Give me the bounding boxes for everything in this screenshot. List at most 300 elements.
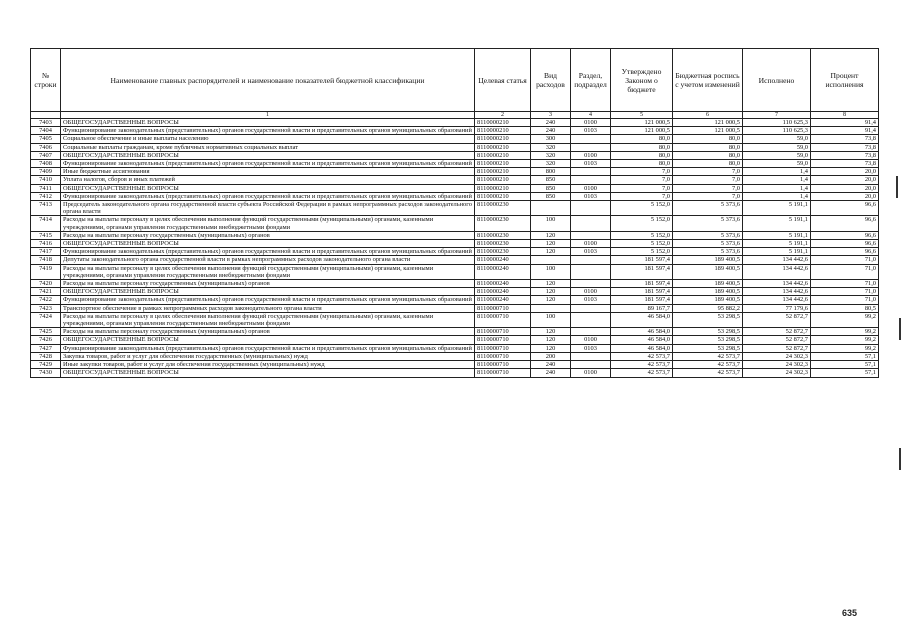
cell-approved: 46 584,0 bbox=[611, 336, 673, 344]
cell-exp-type: 120 bbox=[531, 336, 571, 344]
cell-executed: 1,4 bbox=[743, 176, 811, 184]
cell-target: 8110000230 bbox=[475, 201, 531, 216]
cell-name: Транспортное обеспечение в рамках непрограммных расходов законодательного органа власти bbox=[61, 304, 475, 312]
cell-section bbox=[571, 361, 611, 369]
table-row bbox=[31, 361, 879, 369]
cell-target: 8110000710 bbox=[475, 344, 531, 352]
cell-name: Председатель законодательного органа государственной власти субъекта Российской Федерации в рамках непрограммных расходов законодательного органа власти bbox=[61, 201, 475, 216]
table-row bbox=[31, 160, 879, 168]
cell-name: Депутаты законодательного органа государственной власти в рамках непрограммных расходов законодательного органа власти bbox=[61, 256, 475, 264]
cell-name: ОБЩЕГОСУДАРСТВЕННЫЕ ВОПРОСЫ bbox=[61, 288, 475, 296]
cell-schedule: 5 373,6 bbox=[673, 216, 743, 231]
cell-exp-type: 100 bbox=[531, 312, 571, 327]
cell-row-no: 7428 bbox=[31, 352, 61, 360]
cell-approved: 181 597,4 bbox=[611, 264, 673, 279]
cell-target: 8110000210 bbox=[475, 176, 531, 184]
header-schedule: Бюджетная роспись с учетом изменений bbox=[673, 49, 743, 112]
cell-exp-type: 120 bbox=[531, 288, 571, 296]
cell-exp-type: 320 bbox=[531, 143, 571, 151]
table-row bbox=[31, 135, 879, 143]
cell-exp-type bbox=[531, 256, 571, 264]
cell-row-no: 7407 bbox=[31, 151, 61, 159]
cell-executed: 5 191,1 bbox=[743, 201, 811, 216]
table-row bbox=[31, 143, 879, 151]
cell-target: 8110000210 bbox=[475, 143, 531, 151]
cell-schedule: 189 400,5 bbox=[673, 264, 743, 279]
cell-executed: 110 625,3 bbox=[743, 119, 811, 127]
cell-exp-type: 120 bbox=[531, 344, 571, 352]
cell-target: 8110000710 bbox=[475, 336, 531, 344]
cell-section bbox=[571, 264, 611, 279]
cell-section bbox=[571, 280, 611, 288]
cell-approved: 46 584,0 bbox=[611, 328, 673, 336]
cell-name: Расходы на выплаты персоналу государственных (муниципальных) органов bbox=[61, 231, 475, 239]
cell-percent: 80,5 bbox=[811, 304, 879, 312]
cell-section: 0103 bbox=[571, 127, 611, 135]
cell-section bbox=[571, 256, 611, 264]
table-row bbox=[31, 184, 879, 192]
cell-schedule: 5 373,6 bbox=[673, 248, 743, 256]
cell-approved: 7,0 bbox=[611, 168, 673, 176]
cell-target: 8110000710 bbox=[475, 304, 531, 312]
cell-section: 0100 bbox=[571, 336, 611, 344]
cell-executed: 5 191,1 bbox=[743, 248, 811, 256]
header-approved: Утверждено Законом о бюджете bbox=[611, 49, 673, 112]
cell-schedule: 53 298,5 bbox=[673, 312, 743, 327]
cell-approved: 80,0 bbox=[611, 143, 673, 151]
cell-schedule: 121 000,5 bbox=[673, 119, 743, 127]
column-number-blank bbox=[31, 112, 61, 119]
cell-approved: 121 000,5 bbox=[611, 127, 673, 135]
cell-schedule: 7,0 bbox=[673, 192, 743, 200]
cell-target: 8110000210 bbox=[475, 127, 531, 135]
table-body bbox=[31, 119, 879, 378]
cell-percent: 73,8 bbox=[811, 151, 879, 159]
table-row bbox=[31, 248, 879, 256]
cell-executed: 134 442,6 bbox=[743, 264, 811, 279]
cell-percent: 73,8 bbox=[811, 160, 879, 168]
cell-percent: 99,2 bbox=[811, 344, 879, 352]
table-row bbox=[31, 151, 879, 159]
cell-approved: 42 573,7 bbox=[611, 352, 673, 360]
cell-row-no: 7429 bbox=[31, 361, 61, 369]
cell-target: 8110000210 bbox=[475, 192, 531, 200]
cell-row-no: 7414 bbox=[31, 216, 61, 231]
cell-section bbox=[571, 328, 611, 336]
cell-executed: 134 442,6 bbox=[743, 280, 811, 288]
cell-exp-type: 320 bbox=[531, 151, 571, 159]
cell-percent: 71,0 bbox=[811, 288, 879, 296]
cell-row-no: 7410 bbox=[31, 176, 61, 184]
cell-executed: 24 302,3 bbox=[743, 352, 811, 360]
cell-section bbox=[571, 168, 611, 176]
column-number: 1 bbox=[61, 112, 475, 119]
header-row bbox=[31, 49, 879, 112]
header-exp-type: Вид расходов bbox=[531, 49, 571, 112]
cell-section: 0100 bbox=[571, 184, 611, 192]
cell-section bbox=[571, 231, 611, 239]
cell-row-no: 7413 bbox=[31, 201, 61, 216]
cell-row-no: 7404 bbox=[31, 127, 61, 135]
column-number: 4 bbox=[571, 112, 611, 119]
cell-schedule: 80,0 bbox=[673, 151, 743, 159]
cell-target: 8110000240 bbox=[475, 264, 531, 279]
cell-exp-type: 240 bbox=[531, 119, 571, 127]
cell-approved: 80,0 bbox=[611, 135, 673, 143]
cell-target: 8110000710 bbox=[475, 312, 531, 327]
cell-percent: 71,0 bbox=[811, 280, 879, 288]
column-number: 7 bbox=[743, 112, 811, 119]
cell-target: 8110000240 bbox=[475, 256, 531, 264]
cell-approved: 89 167,7 bbox=[611, 304, 673, 312]
cell-executed: 77 179,6 bbox=[743, 304, 811, 312]
cell-schedule: 7,0 bbox=[673, 184, 743, 192]
cell-target: 8110000240 bbox=[475, 288, 531, 296]
cell-row-no: 7423 bbox=[31, 304, 61, 312]
cell-exp-type: 120 bbox=[531, 280, 571, 288]
cell-percent: 20,0 bbox=[811, 176, 879, 184]
cell-executed: 59,0 bbox=[743, 143, 811, 151]
cell-exp-type: 120 bbox=[531, 248, 571, 256]
cell-exp-type: 120 bbox=[531, 240, 571, 248]
cell-section bbox=[571, 312, 611, 327]
table-row bbox=[31, 336, 879, 344]
cell-name: ОБЩЕГОСУДАРСТВЕННЫЕ ВОПРОСЫ bbox=[61, 336, 475, 344]
cell-approved: 181 597,4 bbox=[611, 256, 673, 264]
cell-section: 0103 bbox=[571, 344, 611, 352]
cell-approved: 181 597,4 bbox=[611, 280, 673, 288]
cell-percent: 20,0 bbox=[811, 192, 879, 200]
cell-schedule: 5 373,6 bbox=[673, 231, 743, 239]
cell-exp-type: 240 bbox=[531, 369, 571, 377]
cell-schedule: 53 298,5 bbox=[673, 344, 743, 352]
cell-row-no: 7420 bbox=[31, 280, 61, 288]
column-number: 8 bbox=[811, 112, 879, 119]
cell-schedule: 5 373,6 bbox=[673, 240, 743, 248]
cell-name: Социальное обеспечение и иные выплаты населению bbox=[61, 135, 475, 143]
cell-executed: 52 872,7 bbox=[743, 344, 811, 352]
cell-target: 8110000210 bbox=[475, 135, 531, 143]
cell-row-no: 7405 bbox=[31, 135, 61, 143]
cell-executed: 1,4 bbox=[743, 168, 811, 176]
cell-approved: 7,0 bbox=[611, 184, 673, 192]
cell-approved: 7,0 bbox=[611, 176, 673, 184]
cell-approved: 80,0 bbox=[611, 151, 673, 159]
cell-section bbox=[571, 176, 611, 184]
cell-schedule: 189 400,5 bbox=[673, 256, 743, 264]
cell-section: 0100 bbox=[571, 288, 611, 296]
cell-approved: 181 597,4 bbox=[611, 288, 673, 296]
cell-exp-type: 240 bbox=[531, 127, 571, 135]
table-row bbox=[31, 352, 879, 360]
cell-schedule: 80,0 bbox=[673, 135, 743, 143]
cell-row-no: 7417 bbox=[31, 248, 61, 256]
cell-executed: 52 872,7 bbox=[743, 328, 811, 336]
cell-executed: 59,0 bbox=[743, 160, 811, 168]
cell-row-no: 7403 bbox=[31, 119, 61, 127]
cell-exp-type bbox=[531, 304, 571, 312]
cell-exp-type: 850 bbox=[531, 184, 571, 192]
cell-executed: 52 872,7 bbox=[743, 312, 811, 327]
cell-percent: 57,1 bbox=[811, 369, 879, 377]
cell-percent: 73,8 bbox=[811, 143, 879, 151]
cell-executed: 24 302,3 bbox=[743, 369, 811, 377]
cell-name: Функционирование законодательных (представительных) органов государственной власти и представительных органов муниципальных образований bbox=[61, 192, 475, 200]
scan-artifact bbox=[899, 448, 901, 470]
cell-row-no: 7427 bbox=[31, 344, 61, 352]
cell-percent: 71,0 bbox=[811, 264, 879, 279]
cell-section: 0100 bbox=[571, 240, 611, 248]
cell-approved: 5 152,0 bbox=[611, 201, 673, 216]
cell-exp-type: 800 bbox=[531, 168, 571, 176]
cell-name: ОБЩЕГОСУДАРСТВЕННЫЕ ВОПРОСЫ bbox=[61, 119, 475, 127]
cell-executed: 134 442,6 bbox=[743, 288, 811, 296]
cell-section: 0100 bbox=[571, 151, 611, 159]
cell-target: 8110000210 bbox=[475, 151, 531, 159]
column-number: 5 bbox=[611, 112, 673, 119]
cell-exp-type: 850 bbox=[531, 176, 571, 184]
cell-name: Расходы на выплаты персоналу в целях обеспечения выполнения функций государственными (муниципальными) органами, казенными учреждениями, органами управления государственными внебюджетными фондами bbox=[61, 312, 475, 327]
cell-executed: 59,0 bbox=[743, 135, 811, 143]
cell-percent: 96,6 bbox=[811, 231, 879, 239]
cell-schedule: 53 298,5 bbox=[673, 328, 743, 336]
cell-row-no: 7406 bbox=[31, 143, 61, 151]
cell-percent: 91,4 bbox=[811, 119, 879, 127]
document-page bbox=[30, 48, 878, 378]
cell-row-no: 7419 bbox=[31, 264, 61, 279]
cell-percent: 71,0 bbox=[811, 256, 879, 264]
column-number-row bbox=[31, 112, 879, 119]
cell-section bbox=[571, 216, 611, 231]
cell-percent: 20,0 bbox=[811, 184, 879, 192]
cell-percent: 57,1 bbox=[811, 352, 879, 360]
cell-target: 8110000240 bbox=[475, 280, 531, 288]
cell-name: Функционирование законодательных (представительных) органов государственной власти и представительных органов муниципальных образований bbox=[61, 248, 475, 256]
cell-percent: 99,2 bbox=[811, 328, 879, 336]
cell-row-no: 7411 bbox=[31, 184, 61, 192]
cell-executed: 110 625,3 bbox=[743, 127, 811, 135]
cell-percent: 57,1 bbox=[811, 361, 879, 369]
table-row bbox=[31, 288, 879, 296]
cell-target: 8110000230 bbox=[475, 231, 531, 239]
table-row bbox=[31, 264, 879, 279]
cell-percent: 96,6 bbox=[811, 201, 879, 216]
cell-exp-type: 850 bbox=[531, 192, 571, 200]
cell-executed: 5 191,1 bbox=[743, 231, 811, 239]
cell-schedule: 80,0 bbox=[673, 160, 743, 168]
cell-section bbox=[571, 135, 611, 143]
header-executed: Исполнено bbox=[743, 49, 811, 112]
cell-exp-type: 120 bbox=[531, 328, 571, 336]
cell-percent: 96,6 bbox=[811, 216, 879, 231]
cell-executed: 1,4 bbox=[743, 192, 811, 200]
cell-percent: 99,2 bbox=[811, 336, 879, 344]
cell-percent: 96,6 bbox=[811, 240, 879, 248]
cell-approved: 181 597,4 bbox=[611, 296, 673, 304]
cell-row-no: 7421 bbox=[31, 288, 61, 296]
table-row bbox=[31, 168, 879, 176]
cell-name: Расходы на выплаты персоналу в целях обеспечения выполнения функций государственными (муниципальными) органами, казенными учреждениями, органами управления государственными внебюджетными фондами bbox=[61, 264, 475, 279]
cell-target: 8110000710 bbox=[475, 369, 531, 377]
cell-schedule: 80,0 bbox=[673, 143, 743, 151]
budget-execution-table bbox=[30, 48, 879, 378]
cell-percent: 73,8 bbox=[811, 135, 879, 143]
cell-target: 8110000210 bbox=[475, 160, 531, 168]
cell-target: 8110000710 bbox=[475, 361, 531, 369]
table-row bbox=[31, 119, 879, 127]
cell-name: Расходы на выплаты персоналу государственных (муниципальных) органов bbox=[61, 280, 475, 288]
cell-schedule: 95 882,2 bbox=[673, 304, 743, 312]
cell-row-no: 7416 bbox=[31, 240, 61, 248]
cell-row-no: 7418 bbox=[31, 256, 61, 264]
cell-schedule: 5 373,6 bbox=[673, 201, 743, 216]
cell-target: 8110000210 bbox=[475, 184, 531, 192]
cell-schedule: 42 573,7 bbox=[673, 352, 743, 360]
cell-schedule: 7,0 bbox=[673, 176, 743, 184]
cell-percent: 96,6 bbox=[811, 248, 879, 256]
cell-percent: 20,0 bbox=[811, 168, 879, 176]
cell-executed: 24 302,3 bbox=[743, 361, 811, 369]
cell-executed: 5 191,1 bbox=[743, 216, 811, 231]
cell-name: ОБЩЕГОСУДАРСТВЕННЫЕ ВОПРОСЫ bbox=[61, 240, 475, 248]
cell-row-no: 7408 bbox=[31, 160, 61, 168]
cell-name: Функционирование законодательных (представительных) органов государственной власти и представительных органов муниципальных образований bbox=[61, 344, 475, 352]
cell-row-no: 7415 bbox=[31, 231, 61, 239]
table-row bbox=[31, 296, 879, 304]
cell-name: Социальные выплаты гражданам, кроме публичных нормативных социальных выплат bbox=[61, 143, 475, 151]
cell-schedule: 53 298,5 bbox=[673, 336, 743, 344]
table-row bbox=[31, 304, 879, 312]
cell-executed: 1,4 bbox=[743, 184, 811, 192]
cell-percent: 99,2 bbox=[811, 312, 879, 327]
cell-executed: 134 442,6 bbox=[743, 296, 811, 304]
table-row bbox=[31, 216, 879, 231]
cell-section: 0103 bbox=[571, 296, 611, 304]
header-percent: Процент исполнения bbox=[811, 49, 879, 112]
cell-approved: 80,0 bbox=[611, 160, 673, 168]
cell-executed: 59,0 bbox=[743, 151, 811, 159]
cell-schedule: 189 400,5 bbox=[673, 288, 743, 296]
cell-exp-type: 300 bbox=[531, 135, 571, 143]
cell-approved: 46 584,0 bbox=[611, 344, 673, 352]
cell-percent: 91,4 bbox=[811, 127, 879, 135]
cell-row-no: 7422 bbox=[31, 296, 61, 304]
cell-target: 8110000230 bbox=[475, 216, 531, 231]
table-row bbox=[31, 201, 879, 216]
cell-approved: 46 584,0 bbox=[611, 312, 673, 327]
cell-name: ОБЩЕГОСУДАРСТВЕННЫЕ ВОПРОСЫ bbox=[61, 184, 475, 192]
cell-exp-type: 320 bbox=[531, 160, 571, 168]
cell-row-no: 7425 bbox=[31, 328, 61, 336]
cell-exp-type: 240 bbox=[531, 361, 571, 369]
table-row bbox=[31, 231, 879, 239]
cell-approved: 5 152,0 bbox=[611, 248, 673, 256]
cell-percent: 71,0 bbox=[811, 296, 879, 304]
column-number: 2 bbox=[475, 112, 531, 119]
cell-exp-type bbox=[531, 201, 571, 216]
header-target: Целевая статья bbox=[475, 49, 531, 112]
cell-executed: 5 191,1 bbox=[743, 240, 811, 248]
cell-exp-type: 100 bbox=[531, 216, 571, 231]
cell-exp-type: 120 bbox=[531, 296, 571, 304]
cell-name: Функционирование законодательных (представительных) органов государственной власти и представительных органов муниципальных образований bbox=[61, 296, 475, 304]
cell-row-no: 7409 bbox=[31, 168, 61, 176]
cell-approved: 5 152,0 bbox=[611, 216, 673, 231]
cell-name: Уплата налогов, сборов и иных платежей bbox=[61, 176, 475, 184]
table-row bbox=[31, 240, 879, 248]
cell-target: 8110000230 bbox=[475, 248, 531, 256]
cell-row-no: 7426 bbox=[31, 336, 61, 344]
cell-schedule: 189 400,5 bbox=[673, 280, 743, 288]
cell-name: ОБЩЕГОСУДАРСТВЕННЫЕ ВОПРОСЫ bbox=[61, 151, 475, 159]
scan-artifact bbox=[896, 176, 898, 198]
cell-schedule: 121 000,5 bbox=[673, 127, 743, 135]
cell-name: Расходы на выплаты персоналу в целях обеспечения выполнения функций государственными (муниципальными) органами, казенными учреждениями, органами управления государственными внебюджетными фондами bbox=[61, 216, 475, 231]
cell-approved: 7,0 bbox=[611, 192, 673, 200]
cell-exp-type: 100 bbox=[531, 264, 571, 279]
table-row bbox=[31, 176, 879, 184]
cell-executed: 134 442,6 bbox=[743, 256, 811, 264]
cell-exp-type: 200 bbox=[531, 352, 571, 360]
cell-schedule: 42 573,7 bbox=[673, 361, 743, 369]
cell-section: 0103 bbox=[571, 192, 611, 200]
cell-target: 8110000210 bbox=[475, 119, 531, 127]
cell-name: Функционирование законодательных (представительных) органов государственной власти и представительных органов муниципальных образований bbox=[61, 160, 475, 168]
column-number: 6 bbox=[673, 112, 743, 119]
cell-name: Расходы на выплаты персоналу государственных (муниципальных) органов bbox=[61, 328, 475, 336]
cell-target: 8110000710 bbox=[475, 352, 531, 360]
cell-section: 0103 bbox=[571, 160, 611, 168]
cell-approved: 121 000,5 bbox=[611, 119, 673, 127]
cell-section: 0100 bbox=[571, 119, 611, 127]
cell-executed: 52 872,7 bbox=[743, 336, 811, 344]
cell-target: 8110000710 bbox=[475, 328, 531, 336]
header-row-no: № строки bbox=[31, 49, 61, 112]
table-row bbox=[31, 312, 879, 327]
table-row bbox=[31, 256, 879, 264]
scan-artifact bbox=[899, 318, 901, 340]
cell-target: 8110000240 bbox=[475, 296, 531, 304]
cell-approved: 5 152,0 bbox=[611, 231, 673, 239]
cell-exp-type: 120 bbox=[531, 231, 571, 239]
cell-row-no: 7430 bbox=[31, 369, 61, 377]
cell-schedule: 7,0 bbox=[673, 168, 743, 176]
table-row bbox=[31, 328, 879, 336]
cell-name: Функционирование законодательных (представительных) органов государственной власти и представительных органов муниципальных образований bbox=[61, 127, 475, 135]
cell-approved: 42 573,7 bbox=[611, 361, 673, 369]
cell-section bbox=[571, 201, 611, 216]
table-row bbox=[31, 127, 879, 135]
table-row bbox=[31, 344, 879, 352]
cell-section: 0103 bbox=[571, 248, 611, 256]
cell-schedule: 189 400,5 bbox=[673, 296, 743, 304]
cell-section bbox=[571, 143, 611, 151]
header-name: Наименование главных распорядителей и наименование показателей бюджетной классификации bbox=[61, 49, 475, 112]
page-number: 635 bbox=[842, 608, 858, 618]
cell-schedule: 42 573,7 bbox=[673, 369, 743, 377]
cell-target: 8110000210 bbox=[475, 168, 531, 176]
cell-name: Закупка товаров, работ и услуг для обеспечения государственных (муниципальных) нужд bbox=[61, 352, 475, 360]
cell-name: ОБЩЕГОСУДАРСТВЕННЫЕ ВОПРОСЫ bbox=[61, 369, 475, 377]
cell-section bbox=[571, 352, 611, 360]
cell-section: 0100 bbox=[571, 369, 611, 377]
header-section: Раздел, подраздел bbox=[571, 49, 611, 112]
cell-approved: 5 152,0 bbox=[611, 240, 673, 248]
cell-section bbox=[571, 304, 611, 312]
cell-name: Иные бюджетные ассигнования bbox=[61, 168, 475, 176]
cell-approved: 42 573,7 bbox=[611, 369, 673, 377]
cell-name: Иные закупки товаров, работ и услуг для обеспечения государственных (муниципальных) нужд bbox=[61, 361, 475, 369]
